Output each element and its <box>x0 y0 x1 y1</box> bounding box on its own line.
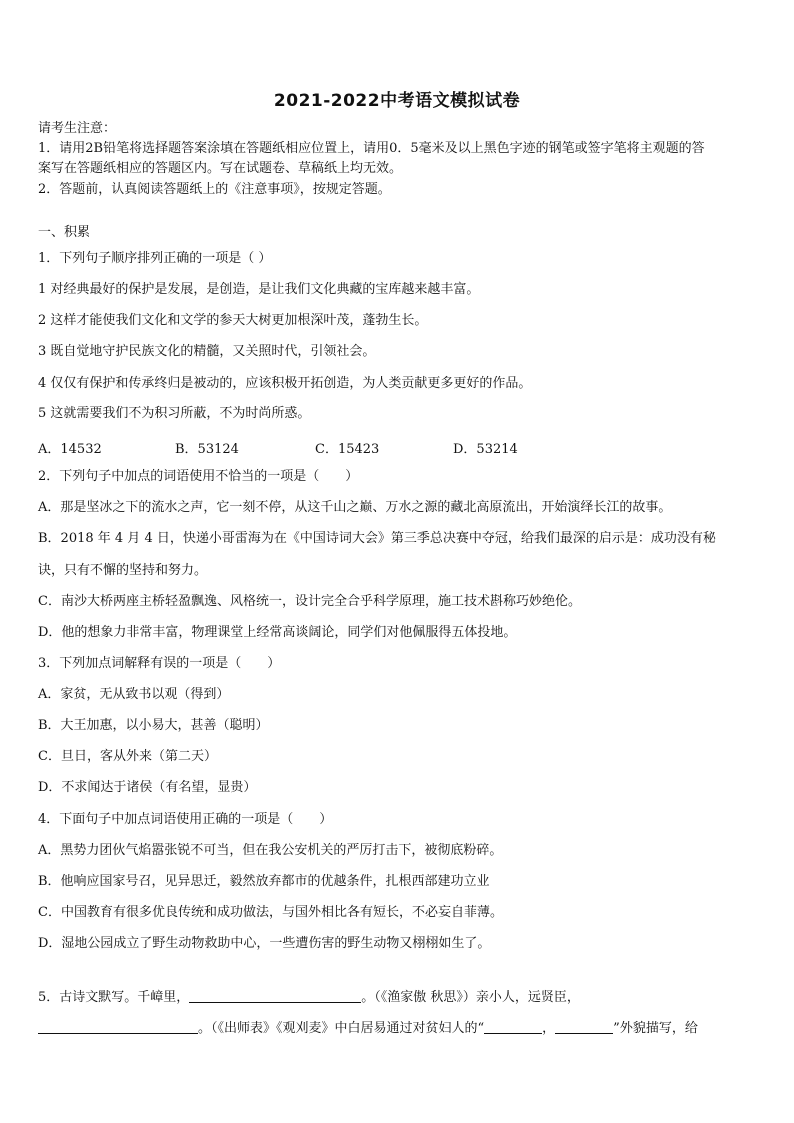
question-2-stem: 2．下列句子中加点的词语使用不恰当的一项是（ ） <box>38 469 359 484</box>
notice-item-1-line-1: 1．请用2B铅笔将选择题答案涂填在答题纸相应位置上，请用0．5毫米及以上黑色字迹的钢笔或签字笔将主观题的答 <box>38 141 705 156</box>
question-1-sentence-1: 1 对经典最好的保护是发展，是创造，是让我们文化典藏的宝库越来越丰富。 <box>38 282 480 297</box>
question-1-sentence-3: 3 既自觉地守护民族文化的精髓，又关照时代，引领社会。 <box>38 344 376 359</box>
question-5-line-1 <box>38 989 762 1006</box>
answer-blank-2[interactable] <box>38 1020 198 1034</box>
option-a: A．14532 <box>38 442 102 457</box>
answer-blank-3[interactable] <box>484 1020 542 1034</box>
notice-heading: 请考生注意： <box>38 121 117 136</box>
answer-blank-1[interactable] <box>189 989 361 1003</box>
question-5-text-1: 5．古诗文默写。千嶂里， <box>38 990 190 1005</box>
option-d: D．53214 <box>453 442 518 457</box>
option-b: B．53124 <box>175 442 239 457</box>
question-5-text-4: ， <box>542 1021 556 1036</box>
question-3-stem: 3．下列加点词解释有误的一项是（ ） <box>38 656 281 671</box>
question-5-text-3: 。（《出师表》《观刈麦》中白居易通过对贫妇人的“ <box>198 1021 485 1036</box>
notice-item-1-line-2: 案写在答题纸相应的答题区内。写在试题卷、草稿纸上均无效。 <box>38 161 403 176</box>
question-2-option-b-line-2: 诀，只有不懈的坚持和努力。 <box>38 563 208 578</box>
question-4-option-c: C．中国教育有很多优良传统和成功做法，与国外相比各有短长，不必妄自菲薄。 <box>38 905 503 920</box>
question-1-sentence-5: 5 这就需要我们不为积习所蔽，不为时尚所惑。 <box>38 406 311 421</box>
question-5-line-2 <box>38 1020 762 1037</box>
question-3-option-c: C．旦日，客从外来（第二天） <box>38 749 217 764</box>
question-1-sentence-2: 2 这样才能使我们文化和文学的参天大树更加根深叶茂，蓬勃生长。 <box>38 313 428 328</box>
question-3-option-a: A．家贫，无从致书以观（得到） <box>38 687 230 702</box>
question-4-stem: 4．下面句子中加点词语使用正确的一项是（ ） <box>38 812 333 827</box>
question-2-option-c: C．南沙大桥两座主桥轻盈飘逸、风格统一，设计完全合乎科学原理，施工技术斟称巧妙绝伦。 <box>38 594 581 609</box>
notice-item-2: 2．答题前，认真阅读答题纸上的《注意事项》，按规定答题。 <box>38 182 391 197</box>
question-4-option-b: B．他响应国家号召，见异思迁，毅然放弃都市的优越条件，扎根西部建功立业 <box>38 874 490 889</box>
question-2-option-a: A．那是坚冰之下的流水之声，它一刻不停，从这千山之巅、万水之源的藏北高原流出，开始演绎长江的故事。 <box>38 500 672 515</box>
question-2-option-d: D．他的想象力非常丰富，物理课堂上经常高谈阔论，同学们对他佩服得五体投地。 <box>38 625 517 640</box>
question-1-sentence-4: 4 仅仅有保护和传承终归是被动的，应该积极开拓创造，为人类贡献更多更好的作品。 <box>38 376 532 391</box>
question-4-option-d: D．湿地公园成立了野生动物救助中心，一些遭伤害的野生动物又栩栩如生了。 <box>38 936 491 951</box>
question-1-stem: 1．下列句子顺序排列正确的一项是（ ） <box>38 251 272 266</box>
question-4-option-a: A．黑势力团伙气焰嚣张锐不可当，但在我公安机关的严厉打击下，被彻底粉碎。 <box>38 843 503 858</box>
question-3-option-d: D．不求闻达于诸侯（有名望，显贵） <box>38 780 257 795</box>
section-heading: 一、积累 <box>38 225 91 240</box>
answer-blank-4[interactable] <box>555 1020 613 1034</box>
option-c: C．15423 <box>315 442 380 457</box>
question-5-text-5: ”外貌描写，给 <box>613 1021 698 1036</box>
question-3-option-b: B．大王加惠，以小易大，甚善（聪明） <box>38 718 269 733</box>
question-2-option-b-line-1: B．2018 年 4 月 4 日，快递小哥雷海为在《中国诗词大会》第三季总决赛中夺冠，给我们最深的启示是：成功没有秘 <box>38 531 716 546</box>
page-title: 2021-2022中考语文模拟试卷 <box>273 91 521 111</box>
question-5-text-2: 。（《渔家傲 秋思》）亲小人，远贤臣， <box>361 990 580 1005</box>
